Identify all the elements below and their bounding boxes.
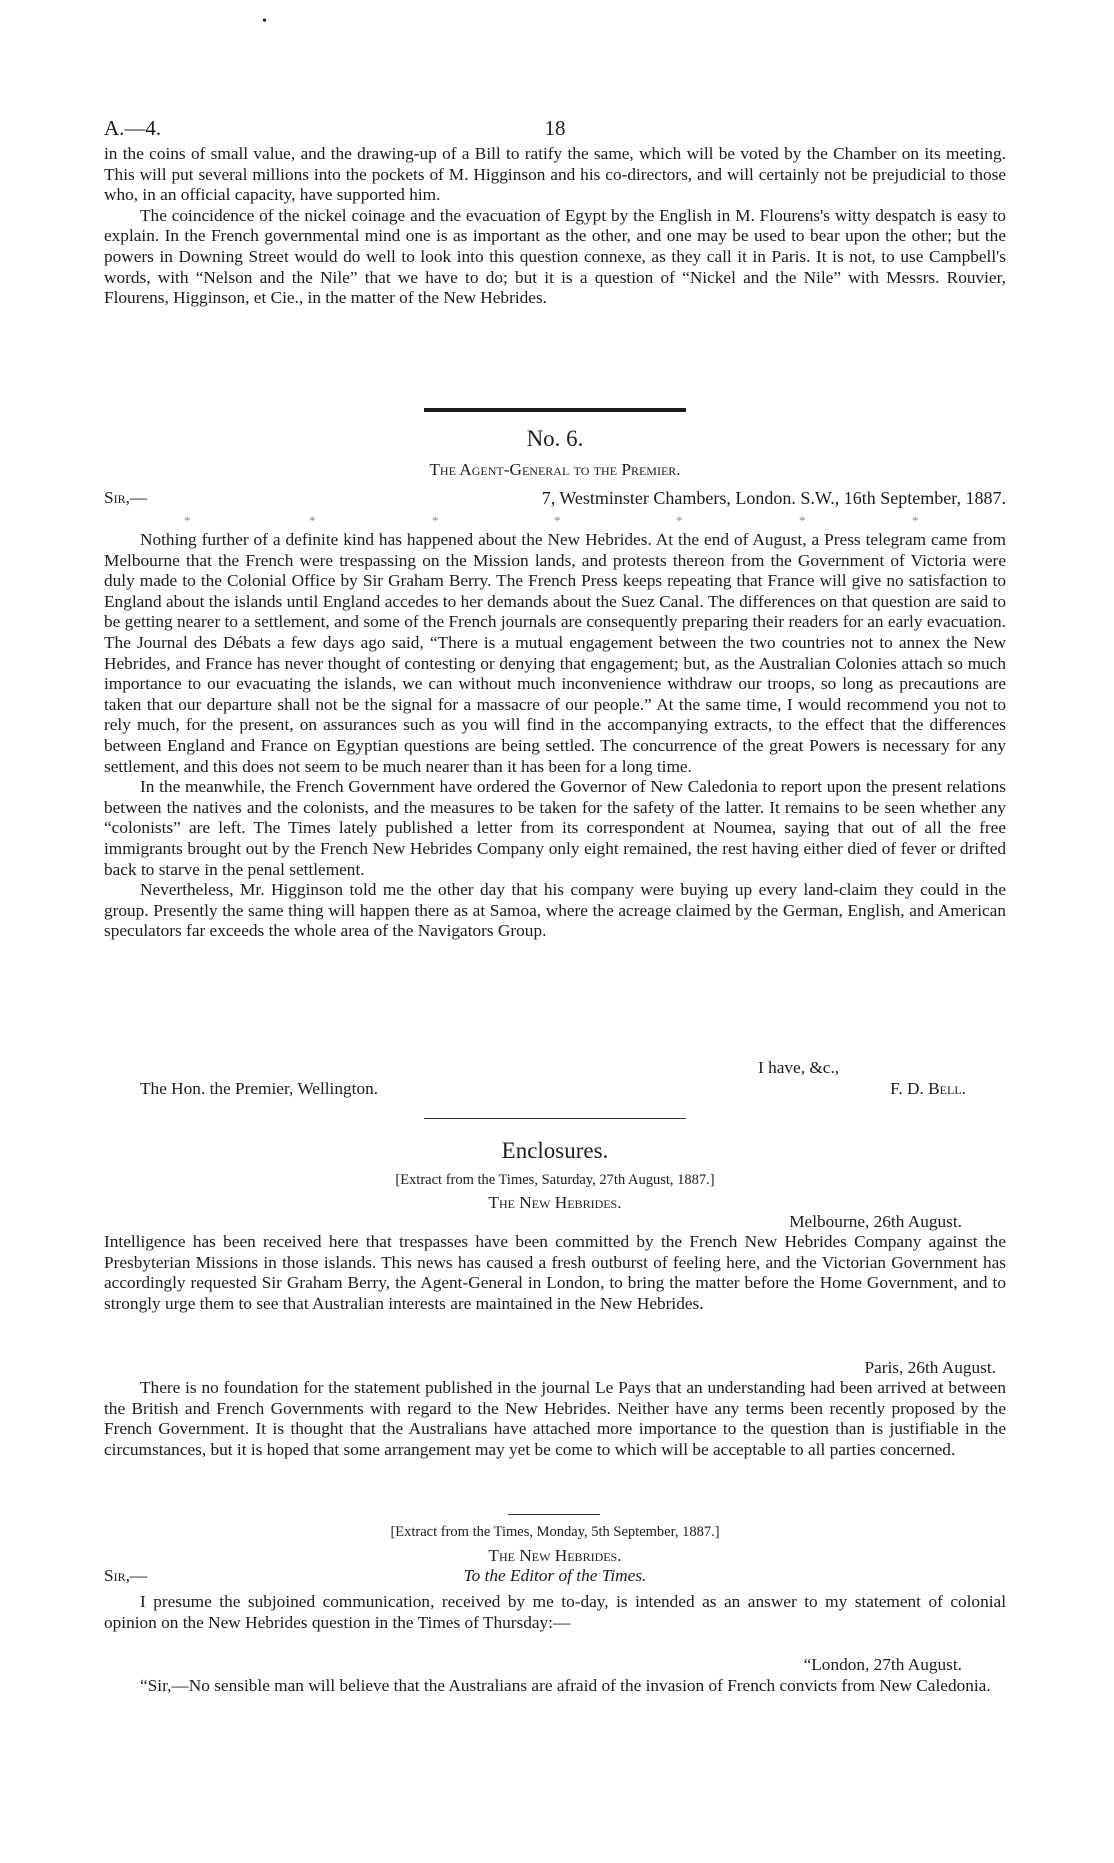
continuation-paragraph-1: in the coins of small value, and the drawing-up of a Bill to ratify the same, which will be voted by the Chamber on its meeting. This will put several millions into the pockets of M. Higginson and his co-directors, and will certainly not be prejudicial to those who, in an official capacity, have supported him. <box>104 144 1006 205</box>
letter-closing-line <box>104 1058 1006 1080</box>
section-divider <box>424 408 686 412</box>
enclosures-title: Enclosures. <box>501 1138 609 1163</box>
extract-2-body-1 <box>104 1592 1006 1633</box>
extract-1-body-2 <box>104 1378 1006 1460</box>
continuation-text <box>104 144 1006 309</box>
document-reference: A.—4. <box>104 116 162 140</box>
letter-address: 7, Westminster Chambers, London. S.W., 16th September, 1887. <box>541 488 1006 508</box>
letter-paragraph-3: Nevertheless, Mr. Higginson told me the other day that his company were buying up every land-claim they could in the group. Presently the same thing will happen there as at Samoa, where the acreage claimed by the German, English, and American speculators far exceeds the whole area of the Navigators Group. <box>104 880 1006 941</box>
page-number: 18 <box>544 116 566 140</box>
letter-paragraph-2: In the meanwhile, the French Government have ordered the Governor of New Caledonia to report upon the present relations between the natives and the colonists, and the measures to be taken for the safety of the latter. It remains to be seen whether any “colonists” are left. The Times lately published a letter from its correspondent at Noumea, saying that out of all the free immigrants brought out by the French New Hebrides Company only eight remained, the rest having either died of fever or drifted back to starve in the penal settlement. <box>104 777 1006 879</box>
letter-number: No. 6. <box>526 426 584 451</box>
extract-2-to-editor: To the Editor of the Times. <box>463 1566 647 1585</box>
letter-salutation: Sir,— <box>104 488 148 507</box>
stray-mark: • <box>262 14 267 29</box>
extract-2-salutation: Sir,— <box>104 1566 148 1585</box>
continuation-paragraph-2: The coincidence of the nickel coinage and the evacuation of Egypt by the English in M. Flourens's witty despatch is easy to explain. In the French governmental mind one is as important as the other, and one may be used to bear upon the other; but the powers in Downing Street would do well to look into this question connexe, as they call it in Paris. It is not, to use Campbell's words, with “Nelson and the Nile” that we have to do; but it is a question of “Nickel and the Nile” with Messrs. Rouvier, Flourens, Higginson, et Cie., in the matter of the New Hebrides. <box>104 205 1006 308</box>
extract-1-body-1 <box>104 1232 1006 1314</box>
extract-2-source: [Extract from the Times, Monday, 5th September, 1887.] <box>390 1524 720 1540</box>
extract-2-paragraph-2: “Sir,—No sensible man will believe that the Australians are afraid of the invasion of French convicts from New Caledonia. <box>140 1676 991 1695</box>
extract-1-paragraph-2: There is no foundation for the statement published in the journal Le Pays that an understanding had been arrived at between the British and French Governments with regard to the New Hebrides. Neither have any terms been recently proposed by the French Government. It is thought that the Australians have attached more importance to the question than is justifiable in the circumstances, but it is hoped that some arrangement may yet be come to which will be acceptable to all parties concerned. <box>104 1378 1006 1459</box>
extract-1-source: [Extract from the Times, Saturday, 27th August, 1887.] <box>395 1172 715 1188</box>
letter-closing: I have, &c., <box>758 1058 840 1077</box>
extract-2-paragraph-1: I presume the subjoined communication, received by me to-day, is intended as an answer to my statement of colonial opinion on the New Hebrides question in the Times of Thursday:— <box>104 1592 1006 1632</box>
extract-1-paragraph-1: Intelligence has been received here that trespasses have been committed by the French New Hebrides Company against the Presbyterian Missions in those islands. This news has caused a fresh outburst of feeling here, and the Victorian Government has accordingly requested Sir Graham Berry, the Agent-General in London, to bring the matter before the Home Government, and to strongly urge them to see that Australian interests are maintained in the New Hebrides. <box>104 1232 1006 1313</box>
letter-paragraph-1: Nothing further of a definite kind has happened about the New Hebrides. At the end of August, a Press telegram came from Melbourne that the French were trespassing on the Mission lands, and protests thereon from the Government of Victoria were duly made to the Colonial Office by Sir Graham Berry. The French Press keeps repeating that France will give no satisfaction to England about the islands until England accedes to her demands about the Suez Canal. The differences on that question are said to be getting nearer to a settlement, and some of the French journals are consequently preparing their readers for an early evacuation. The Journal des Débats a few days ago said, “There is a mutual engagement between the two countries not to annex the New Hebrides, and France has never thought of contesting or denying that engagement; but, as the Australian Colonies attach so much importance to our evacuating the islands, we can without much inconvenience withdraw our troops, so long as precautions are taken that our departure shall not be the signal for a massacre of our people.” At the same time, I would recommend you not to rely much, for the present, on assurances such as you will find in the accompanying extracts, to the effect that the differences between England and France on Egyptian questions are being settled. The concurrence of the great Powers is necessary for any settlement, and this does not seem to be much nearer than it has been for a long time. <box>104 530 1006 776</box>
extract-2-heading: The New Hebrides. <box>488 1546 622 1565</box>
letter-signoff-line <box>104 1079 1006 1101</box>
letter-salutation-line <box>104 488 1006 508</box>
letter-heading: The Agent-General to the Premier. <box>429 460 681 479</box>
extract-2-body-2 <box>104 1676 1006 1697</box>
document-page: • A.—4. 18 in the coins of small value, and the drawing-up of a Bill to ratify the same, which will be voted by the Chamber on its meeting. This will put several millions into the pockets of M. Higginson and his co-directors, and will certainly not be prejudicial to those who, in an official capacity, have supported him. The coincidence of the nickel coinage and the evacuation of Egypt by the English in M. Flourens's witty despatch is easy to explain. In the French governmental mind one is as important as the other, and one may be used to bear upon the other; but the powers in Downing Street would do well to look into this question connexe, as they call it in Paris. It is not, to use Campbell's words, with “Nelson and the Nile” that we have to do; but it is a question of “Nickel and the Nile” with Messrs. Rouvier, Flourens, Higginson, et Cie., in the matter of the New Hebrides. No. 6. The Agent-General to the Premier. Sir,— 7, Westminster Chambers, London. S.W., 16th September, 1887. * * * * * * * Nothing further of a definite kind has happened about the New Hebrides. At the end of August, a Press telegram came from Melbourne that the French were trespassing on the Mission lands, and protests thereon from the Government of Victoria were duly made to the Colonial Office by Sir Graham Berry. The French Press keeps repeating that France will give no satisfaction to England about the islands until England accedes to her demands about the Suez Canal. The differences on that question are said to be getting nearer to a settlement, and some of the French journals are consequently preparing their readers for an early evacuation. The Journal des Débats a few days ago said, “There is a mutual engagement between the two countries not to annex the New Hebrides, and France has never thought of contesting or denying that engagement; but, as the Australian Colonies attach so much importance to our evacuating the islands, we can without much inconvenience withdraw our troops, so long as precautions are taken that our departure shall not be the signal for a massacre of our people.” At the same time, I would recommend you not to rely much, for the present, on assurances such as you will find in the accompanying extracts, to the effect that the differences between England and France on Egyptian questions are being settled. The concurrence of the great Powers is necessary for any settlement, and this does not seem to be much nearer than it has been for a long time. In the meanwhile, the French Government have ordered the Governor of New Caledonia to report upon the present relations between the natives and the colonists, and the measures to be taken for the safety of the latter. It remains to be seen whether any “colonists” are left. The Times lately published a letter from its correspondent at Noumea, saying that out of all the free immigrants brought out by the French New Hebrides Company only eight remained, the rest having either died of fever or drifted back to starve in the penal settlement. Nevertheless, Mr. Higginson told me the other day that his company were buying up every land-claim they could in the group. Presently the same thing will happen there as at Samoa, where the acreage claimed by the German, English, and American speculators far exceeds the whole area of the Navigators Group. I have, &c., The Hon. the Premier, Wellington. F. D. Bell. Enclosures. [Extract from the Times, Saturday, 27th August, 1887.] The New Hebrides. Melbourne, 26th August. Intelligence has been received here that trespasses have been committed by the French New Hebrides Company against the Presbyterian Missions in those islands. This news has caused a fresh outburst of feeling here, and the Victorian Government has accordingly requested Sir Graham Berry, the Agent-General in London, to bring the matter before the Home Government, and to strongly urge them to see that Australian interests are maintained in the New Hebrides. Paris, 26th August. There is no foundation for the statement published in the journal Le Pays that an understanding had been arrived at between the British and French Governments with regard to the New Hebrides. Neither have any terms been recently proposed by the French Government. It is thought that the Australians have attached more importance to the question than is justifiable in the circumstances, but it is hoped that some arrangement may yet be come to which will be acceptable to all parties concerned. [Extract from the Times, Monday, 5th September, 1887.] The New Hebrides. Sir,— To the Editor of the Times. I presume the subjoined communication, received by me to-day, is intended as an answer to my statement of colonial opinion on the New Hebrides question in the Times of Thursday:— “London, 27th August. “Sir,—No sensible man will believe that the Australians are afraid of the invasion of French convicts from New Caledonia. <box>104 14 1006 1695</box>
extract-1-heading: The New Hebrides. <box>488 1193 622 1212</box>
extract-2-salutation-line <box>104 1566 1006 1588</box>
letter-addressee: The Hon. the Premier, Wellington. <box>140 1079 379 1098</box>
extract-1-dateline-2: Paris, 26th August. <box>864 1358 996 1377</box>
letter-signature: F. D. Bell. <box>890 1079 966 1098</box>
extract-divider <box>508 1514 600 1515</box>
letter-body <box>104 530 1006 942</box>
extract-1-dateline-1: Melbourne, 26th August. <box>789 1212 962 1231</box>
extract-2-dateline: “London, 27th August. <box>803 1655 962 1674</box>
section-divider-thin <box>424 1118 686 1119</box>
